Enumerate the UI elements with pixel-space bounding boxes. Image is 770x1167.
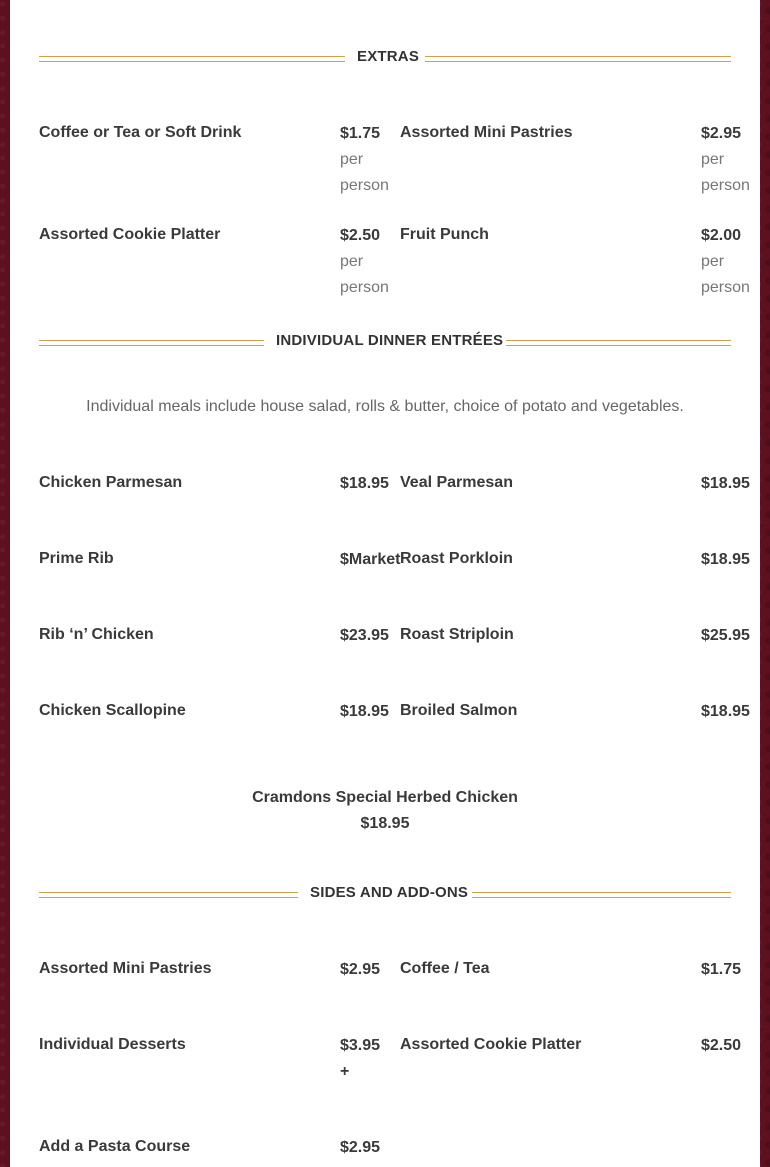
price-value: $Market: [340, 551, 401, 568]
menu-item-name: Chicken Parmesan: [39, 474, 183, 491]
menu-item-price: [340, 699, 400, 725]
menu-item-name: Broiled Salmon: [400, 702, 518, 719]
sides-section-header: [39, 884, 731, 904]
price-value: $2.50: [340, 227, 381, 244]
section-title: EXTRAS: [357, 48, 420, 65]
menu-item-name: Add a Pasta Course: [39, 1138, 191, 1155]
menu-item-price: [701, 699, 761, 725]
menu-item-name: Prime Rib: [39, 550, 114, 567]
menu-item-price: [701, 623, 761, 649]
menu-item-name: Coffee / Tea: [400, 960, 490, 977]
price-value: $2.95: [340, 961, 381, 978]
header-rule-left: [39, 892, 298, 898]
menu-item-name: Fruit Punch: [400, 226, 489, 243]
special-item-price: $18.95: [360, 815, 410, 832]
menu-item-price: [340, 223, 400, 301]
price-value: $1.75: [701, 961, 742, 978]
section-title: INDIVIDUAL DINNER ENTRÉES: [276, 332, 504, 349]
menu-item-name: Assorted Mini Pastries: [400, 124, 573, 141]
price-value: $2.50: [701, 1037, 742, 1054]
menu-item-name: Roast Porkloin: [400, 550, 513, 567]
header-rule-left: [39, 340, 264, 346]
price-value: $3.95 +: [340, 1037, 381, 1080]
header-rule-right: [506, 340, 731, 346]
menu-item-name: Rib ‘n’ Chicken: [39, 626, 154, 643]
price-value: $23.95: [340, 627, 389, 644]
price-value: $1.75: [340, 125, 381, 142]
menu-item-name: Roast Striploin: [400, 626, 514, 643]
price-value: $18.95: [701, 551, 750, 568]
menu-item-price: [340, 623, 400, 649]
entrees-section-header: [39, 332, 731, 352]
header-rule-right: [472, 892, 731, 898]
menu-item-price: [340, 1033, 385, 1085]
menu-item-name: Assorted Mini Pastries: [39, 960, 212, 977]
price-value: $2.95: [701, 125, 742, 142]
cutoff-text: [39, 0, 731, 2]
header-rule-left: [39, 56, 345, 62]
menu-item-price: [701, 547, 761, 573]
menu-item-name: Chicken Scallopine: [39, 702, 186, 719]
menu-item-price: [340, 121, 400, 199]
menu-item-price: [340, 957, 400, 983]
price-value: $2.95: [340, 1139, 381, 1156]
price-value: $25.95: [701, 627, 750, 644]
header-rule-right: [425, 56, 731, 62]
price-unit: per person: [340, 253, 389, 296]
section-title: SIDES AND ADD-ONS: [310, 884, 469, 901]
menu-item-name: Assorted Cookie Platter: [39, 226, 221, 243]
menu-item-price: [701, 957, 761, 983]
price-value: $18.95: [701, 475, 750, 492]
menu-item-name: Veal Parmesan: [400, 474, 513, 491]
menu-item-price: [701, 471, 761, 497]
price-unit: per person: [701, 253, 750, 296]
menu-item-name: Assorted Cookie Platter: [400, 1036, 582, 1053]
entrees-note: Individual meals include house salad, rolls & butter, choice of potato and vegetables.: [86, 398, 684, 415]
price-value: $2.00: [701, 227, 742, 244]
menu-item-price: [340, 547, 400, 573]
menu-item-name: Individual Desserts: [39, 1036, 186, 1053]
price-value: $18.95: [701, 703, 750, 720]
menu-item-price: [701, 223, 761, 301]
price-value: $18.95: [340, 703, 389, 720]
menu-item-price: [701, 121, 761, 199]
menu-item-price: [340, 1135, 400, 1161]
menu-item-name: Coffee or Tea or Soft Drink: [39, 124, 242, 141]
price-unit: per person: [701, 151, 750, 194]
menu-item-price: [340, 471, 400, 497]
price-unit: per person: [340, 151, 389, 194]
special-item-name: Cramdons Special Herbed Chicken: [252, 789, 518, 806]
extras-section-header: [39, 48, 731, 68]
menu-panel: [10, 0, 760, 1167]
menu-item-price: [701, 1033, 761, 1059]
price-value: $18.95: [340, 475, 389, 492]
